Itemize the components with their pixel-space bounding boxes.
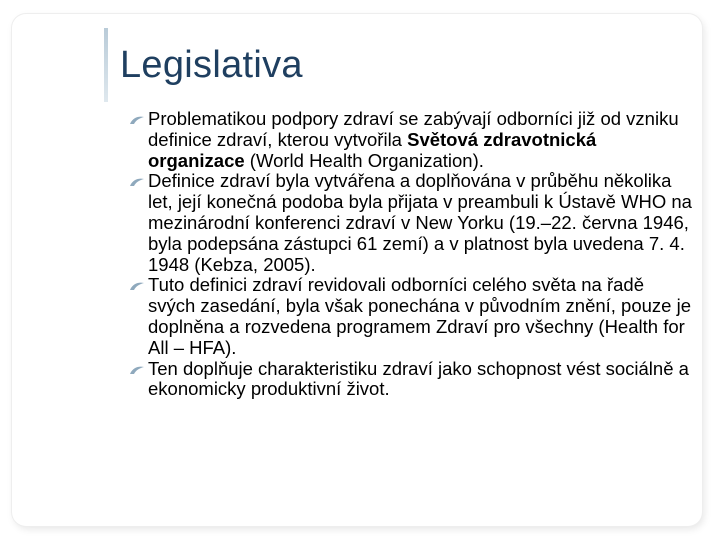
bullet-item [130, 359, 695, 401]
bullet-text: (World Health Organization). [244, 149, 484, 171]
bullet-item [130, 109, 695, 171]
bullet-text: Problematikou podpory zdraví se zabývají odborníci již od vzniku definice zdraví, kterou vytvořila [148, 108, 679, 150]
bullet-item [130, 171, 695, 275]
leaf-bullet-icon [130, 178, 144, 187]
leaf-bullet-icon [130, 116, 144, 125]
slide-title: Legislativa [120, 44, 303, 86]
bullet-text: Ten doplňuje charakteristiku zdraví jako schopnost vést sociálně a ekonomicky produktivní život. [148, 357, 689, 400]
leaf-bullet-icon [130, 366, 144, 375]
title-accent-bar [104, 28, 108, 102]
slide-content [130, 109, 695, 400]
bullet-item [130, 275, 695, 358]
bullet-bold-text: Světová zdravotnická organizace [148, 128, 597, 171]
bullet-text: Tuto definici zdraví revidovali odborníci celého světa na řadě svých zasedání, byla však ponechána v původním znění, pouze je doplněna a rozvedena programem Zdraví pro všechny (Health for All – HFA). [148, 274, 692, 358]
leaf-bullet-icon [130, 282, 144, 291]
bullet-text: Definice zdraví byla vytvářena a doplňována v průběhu několika let, její konečná podoba byla přijata v preambuli k Ústavě WHO na mezinárodní konferenci zdraví v New Yorku (19.–22. června 1946, byla podepsána zástupci 61 zemí) a v platnost byla uvedena 7. 4. 1948 (Kebza, 2005). [148, 170, 692, 275]
